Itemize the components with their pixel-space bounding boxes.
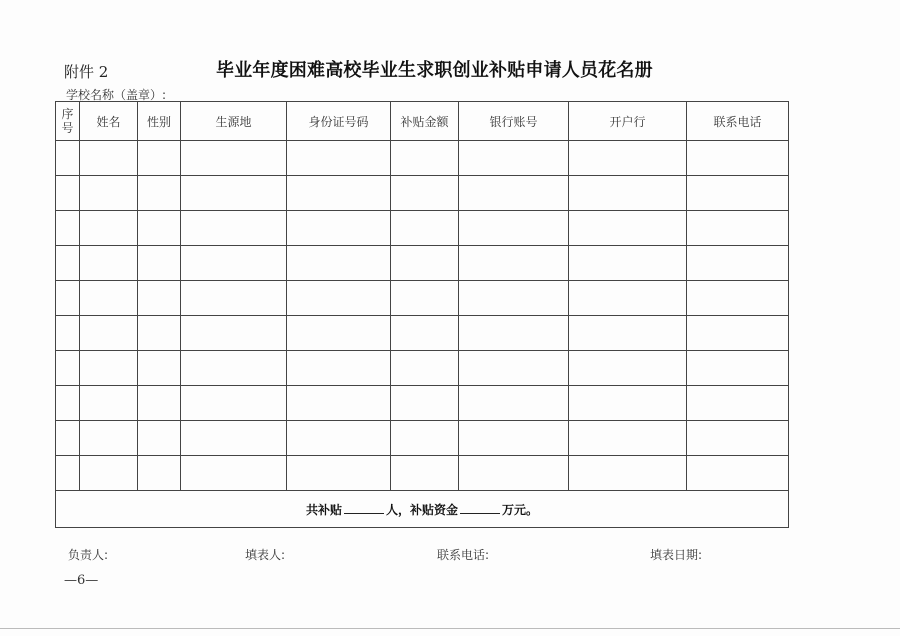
cell-origin[interactable] — [181, 246, 287, 281]
page-title: 毕业年度困难高校毕业生求职创业补贴申请人员花名册 — [216, 60, 653, 81]
cell-gender[interactable] — [138, 176, 181, 211]
cell-subsidy-amount[interactable] — [391, 351, 459, 386]
cell-origin[interactable] — [181, 211, 287, 246]
cell-bank-account[interactable] — [459, 281, 569, 316]
form-filler-label: 填表人: — [245, 548, 286, 562]
cell-gender[interactable] — [138, 421, 181, 456]
cell-origin[interactable] — [181, 386, 287, 421]
cell-id-number[interactable] — [287, 141, 391, 176]
cell-name[interactable] — [80, 386, 138, 421]
cell-bank-branch[interactable] — [569, 281, 687, 316]
cell-subsidy-amount[interactable] — [391, 176, 459, 211]
summary-text-total: 共补贴 — [305, 502, 342, 517]
column-header-seq — [56, 102, 80, 141]
cell-id-number[interactable] — [287, 421, 391, 456]
cell-id-number[interactable] — [287, 456, 391, 491]
cell-phone[interactable] — [687, 246, 789, 281]
cell-id-number[interactable] — [287, 351, 391, 386]
column-header-seq-line1: 序 — [61, 107, 74, 121]
cell-bank-account[interactable] — [459, 176, 569, 211]
column-header-gender: 性别 — [138, 102, 181, 141]
cell-subsidy-amount[interactable] — [391, 316, 459, 351]
column-header-bank-branch: 开户行 — [569, 102, 687, 141]
cell-seq[interactable] — [56, 176, 80, 211]
cell-subsidy-amount[interactable] — [391, 386, 459, 421]
cell-bank-account[interactable] — [459, 246, 569, 281]
cell-seq[interactable] — [56, 246, 80, 281]
cell-name[interactable] — [80, 281, 138, 316]
table-row — [56, 246, 789, 281]
cell-id-number[interactable] — [287, 386, 391, 421]
cell-bank-branch[interactable] — [569, 211, 687, 246]
table-row — [56, 456, 789, 491]
cell-phone[interactable] — [687, 176, 789, 211]
table-row — [56, 351, 789, 386]
cell-origin[interactable] — [181, 421, 287, 456]
cell-origin[interactable] — [181, 176, 287, 211]
attachment-label: 附件 2 — [64, 63, 109, 81]
cell-name[interactable] — [80, 421, 138, 456]
cell-origin[interactable] — [181, 456, 287, 491]
cell-origin[interactable] — [181, 316, 287, 351]
cell-seq[interactable] — [56, 386, 80, 421]
contact-phone-label: 联系电话: — [437, 548, 490, 562]
cell-gender[interactable] — [138, 351, 181, 386]
cell-seq[interactable] — [56, 281, 80, 316]
cell-gender[interactable] — [138, 456, 181, 491]
applicant-roster-table — [55, 101, 789, 528]
summary-text-funds: 人，补贴资金 — [385, 502, 458, 517]
cell-phone[interactable] — [687, 456, 789, 491]
summary-text-unit: 万元。 — [502, 502, 539, 517]
cell-bank-branch[interactable] — [569, 141, 687, 176]
cell-bank-branch[interactable] — [569, 456, 687, 491]
table-row — [56, 141, 789, 176]
cell-phone[interactable] — [687, 141, 789, 176]
cell-bank-account[interactable] — [459, 141, 569, 176]
cell-bank-account[interactable] — [459, 351, 569, 386]
table-row — [56, 421, 789, 456]
cell-subsidy-amount[interactable] — [391, 246, 459, 281]
cell-bank-branch[interactable] — [569, 316, 687, 351]
cell-bank-account[interactable] — [459, 456, 569, 491]
cell-phone[interactable] — [687, 386, 789, 421]
cell-gender[interactable] — [138, 246, 181, 281]
cell-subsidy-amount[interactable] — [391, 211, 459, 246]
cell-origin[interactable] — [181, 141, 287, 176]
column-header-origin: 生源地 — [181, 102, 287, 141]
cell-bank-branch[interactable] — [569, 176, 687, 211]
table-body — [56, 141, 789, 528]
cell-phone[interactable] — [687, 281, 789, 316]
cell-gender[interactable] — [138, 281, 181, 316]
column-header-name: 姓名 — [80, 102, 138, 141]
cell-name[interactable] — [80, 351, 138, 386]
cell-origin[interactable] — [181, 281, 287, 316]
column-header-bank-account: 银行账号 — [459, 102, 569, 141]
school-name-label: 学校名称（盖章）: — [66, 88, 167, 102]
column-header-seq-line2: 号 — [61, 121, 74, 135]
cell-id-number[interactable] — [287, 211, 391, 246]
column-header-id-number: 身份证号码 — [287, 102, 391, 141]
cell-id-number[interactable] — [287, 246, 391, 281]
fill-date-label: 填表日期: — [650, 548, 703, 562]
cell-phone[interactable] — [687, 421, 789, 456]
cell-seq[interactable] — [56, 316, 80, 351]
table-row — [56, 176, 789, 211]
cell-gender[interactable] — [138, 386, 181, 421]
cell-seq[interactable] — [56, 141, 80, 176]
cell-bank-account[interactable] — [459, 421, 569, 456]
cell-name[interactable] — [80, 456, 138, 491]
cell-name[interactable] — [80, 211, 138, 246]
cell-bank-branch[interactable] — [569, 421, 687, 456]
page-number: —6— — [64, 573, 99, 588]
count-blank[interactable] — [344, 501, 384, 514]
cell-phone[interactable] — [687, 211, 789, 246]
column-header-subsidy-amount: 补贴金额 — [391, 102, 459, 141]
table-row — [56, 281, 789, 316]
cell-seq[interactable] — [56, 351, 80, 386]
cell-bank-branch[interactable] — [569, 386, 687, 421]
cell-gender[interactable] — [138, 211, 181, 246]
responsible-person-label: 负责人: — [68, 548, 109, 562]
cell-bank-account[interactable] — [459, 386, 569, 421]
cell-bank-branch[interactable] — [569, 351, 687, 386]
cell-seq[interactable] — [56, 421, 80, 456]
cell-seq[interactable] — [56, 456, 80, 491]
cell-gender[interactable] — [138, 141, 181, 176]
cell-bank-branch[interactable] — [569, 246, 687, 281]
cell-name[interactable] — [80, 141, 138, 176]
cell-id-number[interactable] — [287, 176, 391, 211]
cell-origin[interactable] — [181, 351, 287, 386]
summary-row — [56, 491, 789, 528]
cell-subsidy-amount[interactable] — [391, 456, 459, 491]
table-row — [56, 211, 789, 246]
cell-phone[interactable] — [687, 316, 789, 351]
scan-edge-line — [0, 628, 900, 629]
cell-name[interactable] — [80, 246, 138, 281]
cell-id-number[interactable] — [287, 281, 391, 316]
cell-seq[interactable] — [56, 211, 80, 246]
cell-subsidy-amount[interactable] — [391, 281, 459, 316]
table-header-row — [56, 102, 789, 141]
amount-blank[interactable] — [460, 501, 500, 514]
cell-bank-account[interactable] — [459, 211, 569, 246]
cell-bank-account[interactable] — [459, 316, 569, 351]
cell-subsidy-amount[interactable] — [391, 141, 459, 176]
cell-name[interactable] — [80, 176, 138, 211]
cell-gender[interactable] — [138, 316, 181, 351]
cell-subsidy-amount[interactable] — [391, 421, 459, 456]
column-header-phone: 联系电话 — [687, 102, 789, 141]
table-row — [56, 386, 789, 421]
cell-id-number[interactable] — [287, 316, 391, 351]
cell-name[interactable] — [80, 316, 138, 351]
summary-cell — [56, 491, 789, 528]
cell-phone[interactable] — [687, 351, 789, 386]
table-row — [56, 316, 789, 351]
